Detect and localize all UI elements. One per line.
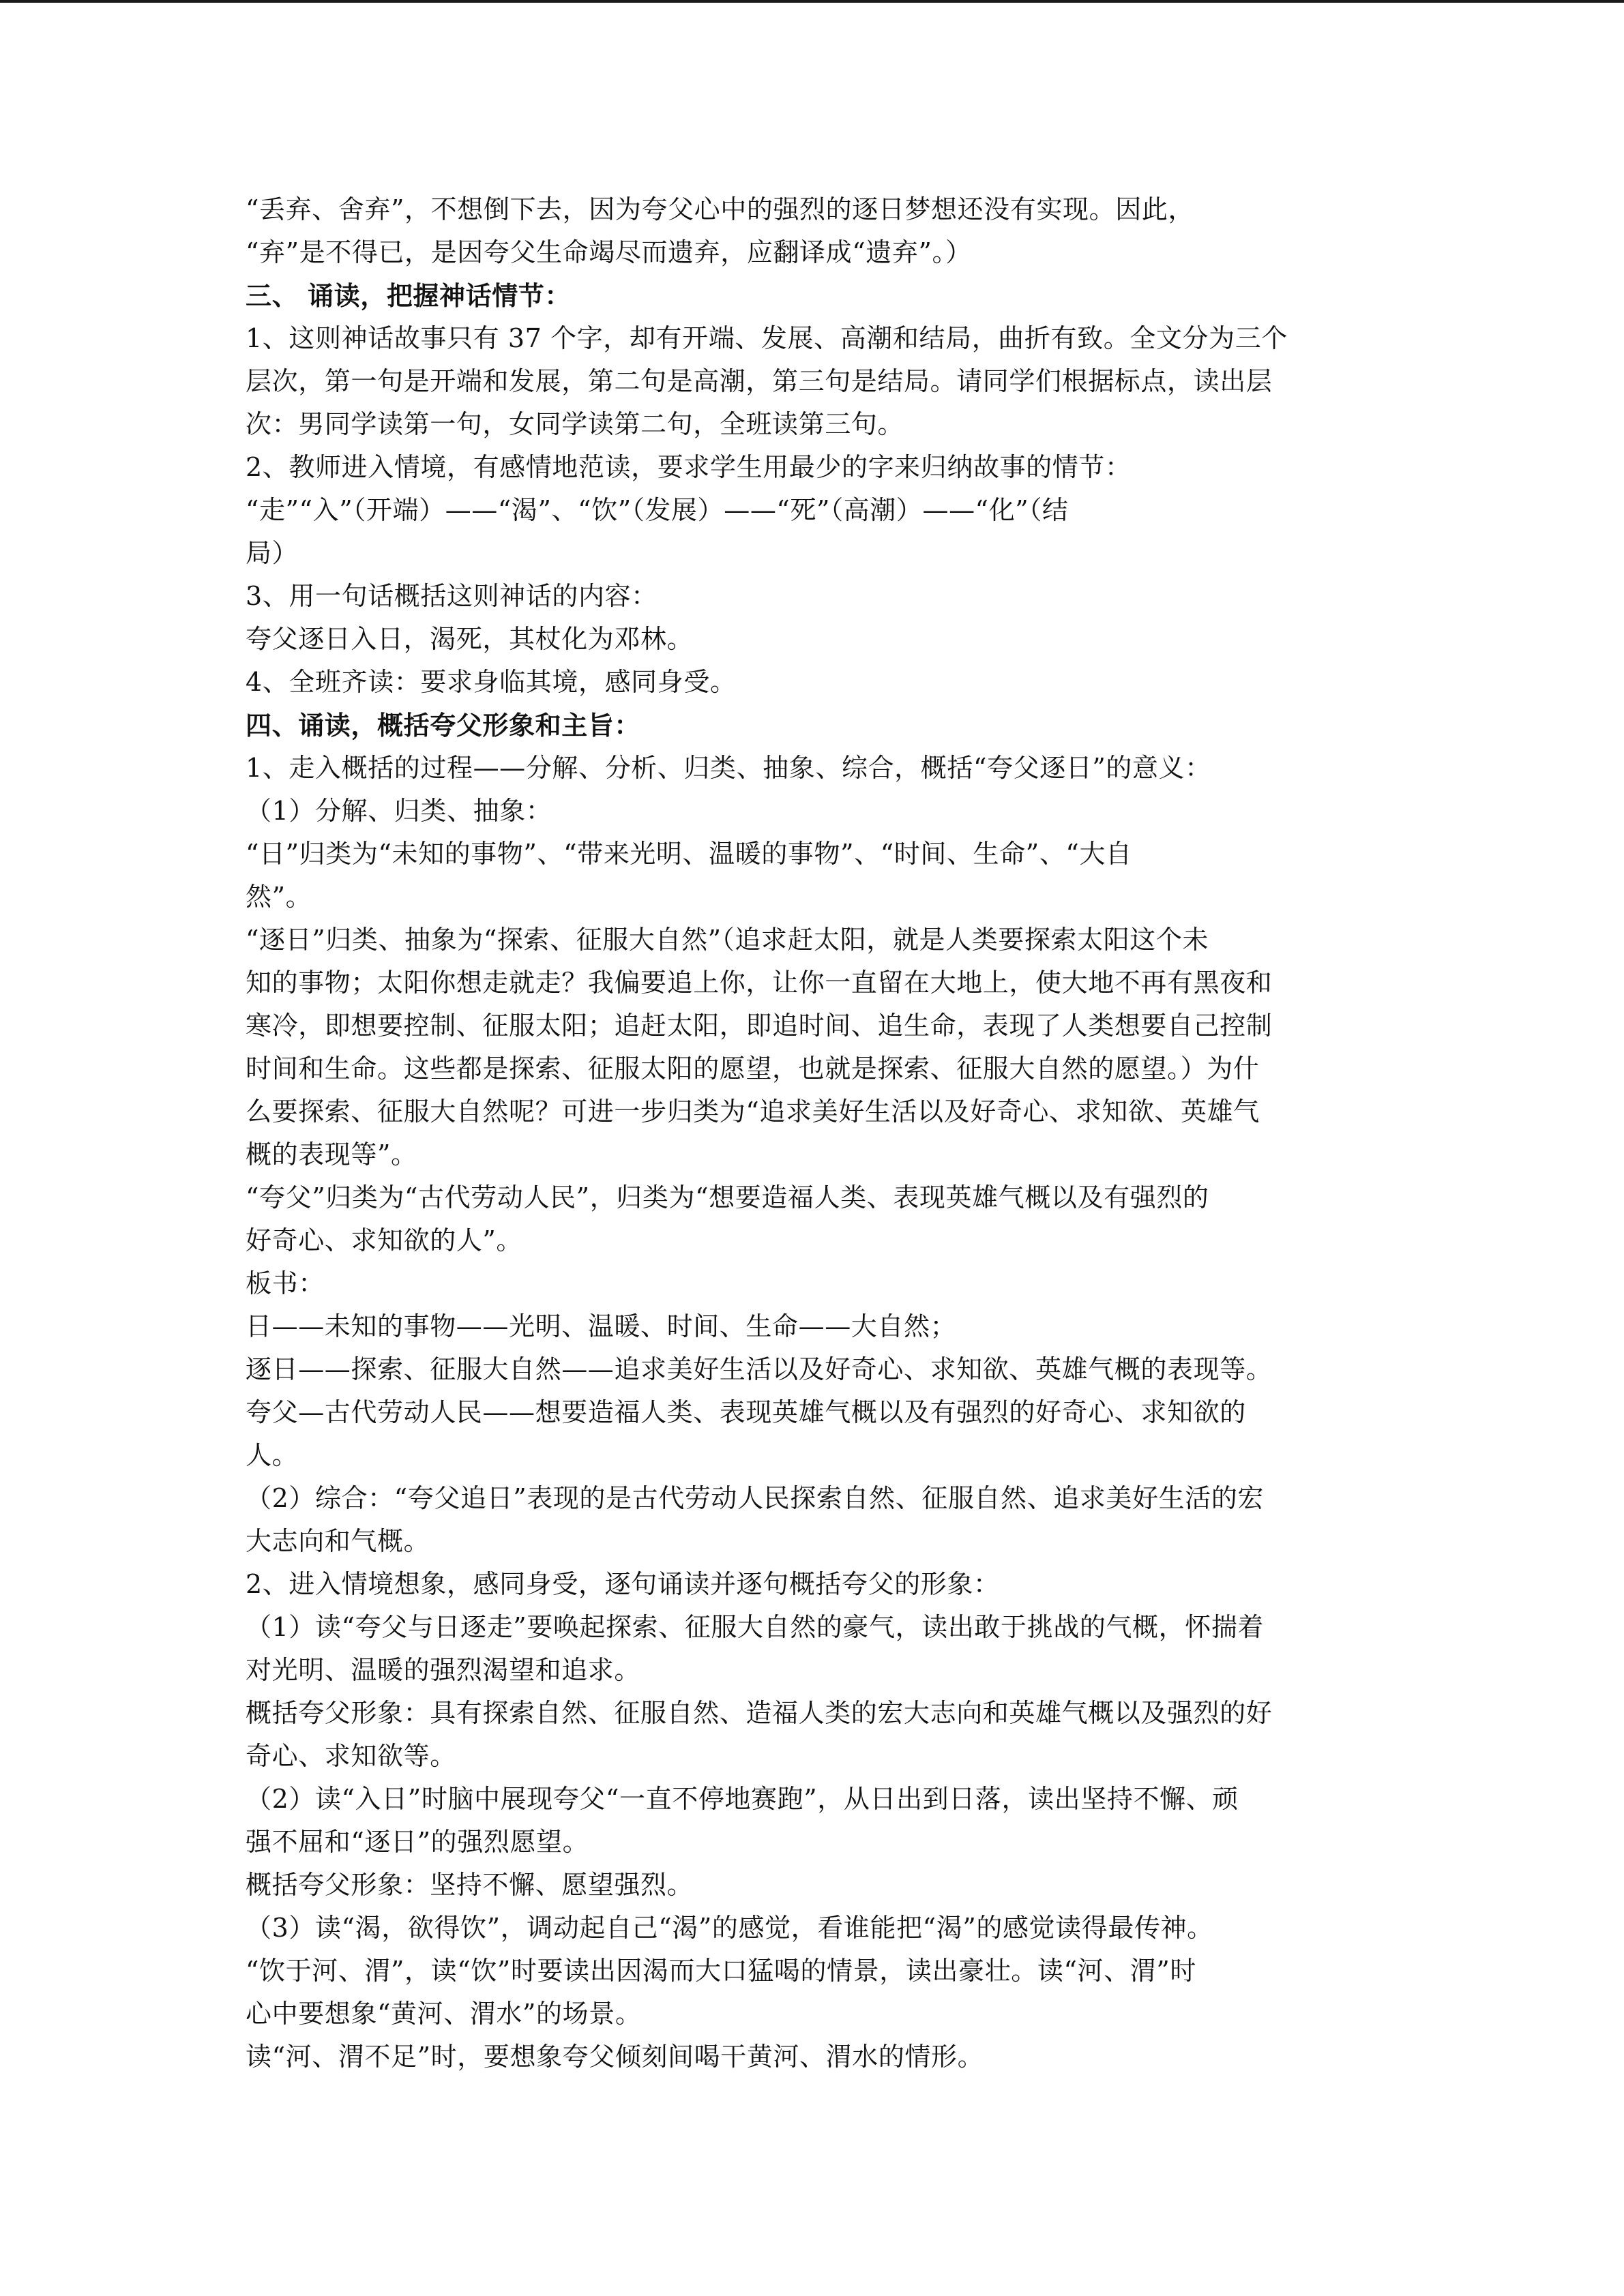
text-line: 1、这则神话故事只有 37 个字，却有开端、发展、高潮和结局，曲折有致。全文分为三个 xyxy=(246,323,1288,353)
text-line: 知的事物；太阳你想走就走？我偏要追上你，让你一直留在大地上，使大地不再有黑夜和 xyxy=(246,968,1273,998)
text-line: 2、教师进入情境，有感情地范读，要求学生用最少的字来归纳故事的情节： xyxy=(246,452,1132,482)
text-line: “丢弃、舍弃”，不想倒下去，因为夸父心中的强烈的逐日梦想还没有实现。因此， xyxy=(246,194,1195,224)
text-line: 日——未知的事物——光明、温暖、时间、生命——大自然； xyxy=(246,1311,957,1341)
text-line: 4、全班齐读：要求身临其境，感同身受。 xyxy=(246,667,737,697)
text-line: 概的表现等”。 xyxy=(246,1139,417,1169)
text-line: “饮于河、渭”，读“饮”时要读出因渴而大口猛喝的情景，读出豪壮。读“河、渭”时 xyxy=(246,1956,1196,1986)
text-line: 大志向和气概。 xyxy=(246,1526,430,1556)
text-line: 对光明、温暖的强烈渴望和追求。 xyxy=(246,1655,641,1685)
text-line: 人。 xyxy=(246,1440,299,1470)
section-heading: 三、 诵读，把握神话情节： xyxy=(246,280,572,311)
section-heading: 四、诵读，概括夸父形象和主旨： xyxy=(246,710,641,741)
text-line: （2）综合：“夸父追日”表现的是古代劳动人民探索自然、征服自然、追求美好生活的宏 xyxy=(246,1483,1265,1513)
text-line: 板书： xyxy=(246,1268,325,1298)
text-line: （3）读“渴，欲得饮”，调动起自己“渴”的感觉，看谁能把“渴”的感觉读得最传神。 xyxy=(246,1913,1213,1943)
text-line: 寒冷，即想要控制、征服太阳；追赶太阳，即追时间、追生命，表现了人类想要自己控制 xyxy=(246,1011,1273,1041)
text-line: 然”。 xyxy=(246,882,312,912)
text-line: 2、进入情境想象，感同身受，逐句诵读并逐句概括夸父的形象： xyxy=(246,1569,1000,1599)
text-line: 好奇心、求知欲的人”。 xyxy=(246,1225,523,1255)
text-line: “夸父”归类为“古代劳动人民”，归类为“想要造福人类、表现英雄气概以及有强烈的 xyxy=(246,1182,1209,1212)
text-line: 奇心、求知欲等。 xyxy=(246,1741,456,1771)
document-page xyxy=(246,188,1378,2078)
text-line: 心中要想象“黄河、渭水”的场景。 xyxy=(246,1999,642,2029)
text-line: 1、走入概括的过程——分解、分析、归类、抽象、综合，概括“夸父逐日”的意义： xyxy=(246,753,1211,783)
text-line: 夸父逐日入日，渴死，其杖化为邓林。 xyxy=(246,624,694,654)
text-line: 局） xyxy=(246,538,299,568)
text-line: 3、用一句话概括这则神话的内容： xyxy=(246,581,658,611)
text-line: （1）分解、归类、抽象： xyxy=(246,796,552,826)
text-line: 逐日——探索、征服大自然——追求美好生活以及好奇心、求知欲、英雄气概的表现等。 xyxy=(246,1354,1273,1384)
text-line: （1）读“夸父与日逐走”要唤起探索、征服大自然的豪气，读出敢于挑战的气概，怀揣着 xyxy=(246,1612,1265,1642)
text-line: “弃”是不得已，是因夸父生命竭尽而遗弃，应翻译成“遗弃”。） xyxy=(246,237,972,267)
text-line: 层次，第一句是开端和发展，第二句是高潮，第三句是结局。请同学们根据标点，读出层 xyxy=(246,366,1273,396)
text-line: “走”“入”（开端）——“渴”、“饮”（发展）——“死”（高潮）——“化”（结 xyxy=(246,495,1069,525)
text-line: 强不屈和“逐日”的强烈愿望。 xyxy=(246,1827,589,1857)
text-line: 时间和生命。这些都是探索、征服太阳的愿望，也就是探索、征服大自然的愿望。）为什 xyxy=(246,1054,1260,1084)
text-line: 次：男同学读第一句，女同学读第二句，全班读第三句。 xyxy=(246,409,904,439)
text-line: 么要探索、征服大自然呢？可进一步归类为“追求美好生活以及好奇心、求知欲、英雄气 xyxy=(246,1097,1260,1127)
text-line: 概括夸父形象：坚持不懈、愿望强烈。 xyxy=(246,1870,694,1900)
text-line: 读“河、渭不足”时，要想象夸父倾刻间喝干黄河、渭水的情形。 xyxy=(246,2042,984,2072)
text-line: 概括夸父形象：具有探索自然、征服自然、造福人类的宏大志向和英雄气概以及强烈的好 xyxy=(246,1698,1273,1728)
text-line: “逐日”归类、抽象为“探索、征服大自然”（追求赶太阳，就是人类要探索太阳这个未 xyxy=(246,925,1209,955)
text-line: 夸父—古代劳动人民——想要造福人类、表现英雄气概以及有强烈的好奇心、求知欲的 xyxy=(246,1397,1246,1427)
page-top-border xyxy=(0,0,1624,3)
text-line: “日”归类为“未知的事物”、“带来光明、温暖的事物”、“时间、生命”、“大自 xyxy=(246,839,1132,869)
text-line: （2）读“入日”时脑中展现夸父“一直不停地赛跑”，从日出到日落，读出坚持不懈、顽 xyxy=(246,1784,1239,1814)
